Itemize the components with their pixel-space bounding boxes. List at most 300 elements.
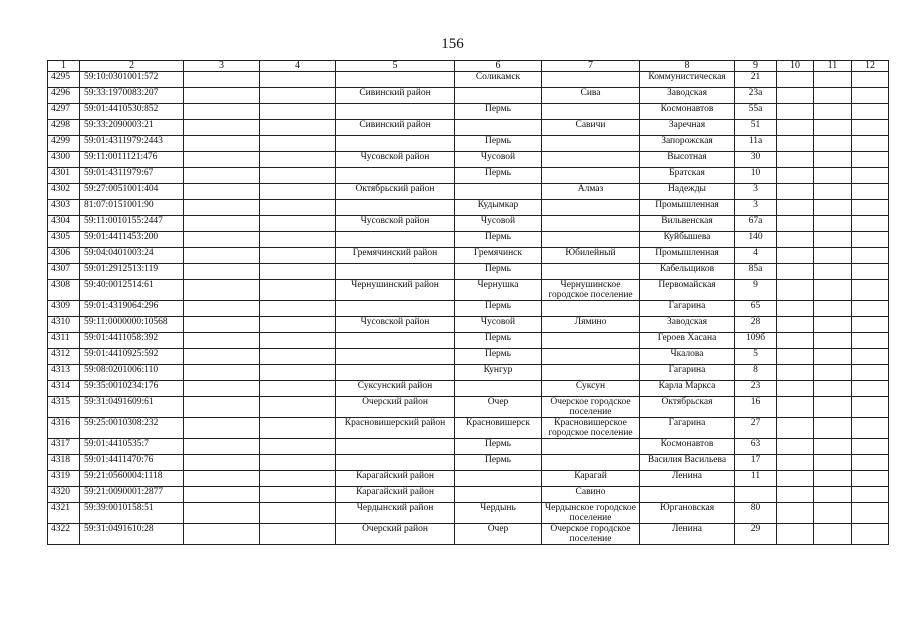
cadastral-number: 59:27:0051001:404 xyxy=(80,184,184,200)
column-3-cell xyxy=(184,88,260,104)
table-row xyxy=(48,349,889,365)
row-number: 4307 xyxy=(48,264,80,280)
cadastral-number: 59:25:0010308:232 xyxy=(80,418,184,439)
row-number: 4312 xyxy=(48,349,80,365)
district-cell xyxy=(336,136,455,152)
column-10-cell xyxy=(777,216,814,232)
column-11-cell xyxy=(814,418,852,439)
street-cell: Гагарина xyxy=(640,418,735,439)
column-4-cell xyxy=(260,152,336,168)
district-cell xyxy=(336,72,455,88)
cadastral-number: 59:01:4411453:200 xyxy=(80,232,184,248)
district-cell xyxy=(336,301,455,317)
column-10-cell xyxy=(777,487,814,503)
column-12-cell xyxy=(852,104,889,120)
house-number-cell: 85а xyxy=(735,264,777,280)
settlement-cell: Карагай xyxy=(542,471,640,487)
row-number: 4301 xyxy=(48,168,80,184)
district-cell: Чердынский район xyxy=(336,503,455,524)
page-number: 156 xyxy=(441,36,464,52)
street-cell: Высотная xyxy=(640,152,735,168)
column-header-11: 11 xyxy=(814,61,852,72)
district-cell: Карагайский район xyxy=(336,471,455,487)
row-number: 4304 xyxy=(48,216,80,232)
street-cell: Гагарина xyxy=(640,301,735,317)
column-3-cell xyxy=(184,72,260,88)
district-cell: Суксунский район xyxy=(336,381,455,397)
table-row xyxy=(48,72,889,88)
city-cell: Пермь xyxy=(455,264,542,280)
column-3-cell xyxy=(184,397,260,418)
column-11-cell xyxy=(814,248,852,264)
street-cell: Карла Маркса xyxy=(640,381,735,397)
district-cell: Чусовской район xyxy=(336,216,455,232)
street-cell: Чкалова xyxy=(640,349,735,365)
column-3-cell xyxy=(184,216,260,232)
column-4-cell xyxy=(260,349,336,365)
house-number-cell: 3 xyxy=(735,200,777,216)
column-12-cell xyxy=(852,301,889,317)
row-number: 4321 xyxy=(48,503,80,524)
row-number: 4299 xyxy=(48,136,80,152)
header-row xyxy=(48,61,889,72)
row-number: 4313 xyxy=(48,365,80,381)
cadastral-number: 59:21:0560004:1118 xyxy=(80,471,184,487)
column-3-cell xyxy=(184,439,260,455)
city-cell: Пермь xyxy=(455,168,542,184)
table-row xyxy=(48,264,889,280)
table-row xyxy=(48,503,889,524)
house-number-cell: 4 xyxy=(735,248,777,264)
column-4-cell xyxy=(260,418,336,439)
district-cell xyxy=(336,365,455,381)
column-12-cell xyxy=(852,248,889,264)
district-cell xyxy=(336,264,455,280)
column-12-cell xyxy=(852,471,889,487)
column-10-cell xyxy=(777,397,814,418)
row-number: 4315 xyxy=(48,397,80,418)
house-number-cell: 29 xyxy=(735,524,777,545)
city-cell: Пермь xyxy=(455,439,542,455)
row-number: 4303 xyxy=(48,200,80,216)
column-3-cell xyxy=(184,301,260,317)
district-cell xyxy=(336,104,455,120)
cadastral-number: 59:01:4411058:392 xyxy=(80,333,184,349)
column-4-cell xyxy=(260,280,336,301)
cadastral-number: 59:01:4410530:852 xyxy=(80,104,184,120)
column-10-cell xyxy=(777,333,814,349)
column-12-cell xyxy=(852,524,889,545)
house-number-cell: 3 xyxy=(735,184,777,200)
column-4-cell xyxy=(260,487,336,503)
street-cell: Гагарина xyxy=(640,365,735,381)
table-row xyxy=(48,232,889,248)
column-4-cell xyxy=(260,397,336,418)
city-cell: Чусовой xyxy=(455,152,542,168)
house-number-cell: 11 xyxy=(735,471,777,487)
column-10-cell xyxy=(777,524,814,545)
column-4-cell xyxy=(260,88,336,104)
street-cell: Первомайская xyxy=(640,280,735,301)
district-cell xyxy=(336,168,455,184)
table-row xyxy=(48,104,889,120)
district-cell xyxy=(336,200,455,216)
column-12-cell xyxy=(852,200,889,216)
house-number-cell: 5 xyxy=(735,349,777,365)
table-row xyxy=(48,136,889,152)
column-12-cell xyxy=(852,418,889,439)
house-number-cell: 8 xyxy=(735,365,777,381)
house-number-cell: 140 xyxy=(735,232,777,248)
settlement-cell xyxy=(542,200,640,216)
column-3-cell xyxy=(184,365,260,381)
column-12-cell xyxy=(852,381,889,397)
street-cell: Космонавтов xyxy=(640,439,735,455)
column-12-cell xyxy=(852,333,889,349)
street-cell: Заречная xyxy=(640,120,735,136)
settlement-cell xyxy=(542,439,640,455)
column-11-cell xyxy=(814,455,852,471)
district-cell: Чусовской район xyxy=(336,152,455,168)
column-10-cell xyxy=(777,104,814,120)
district-cell: Карагайский район xyxy=(336,487,455,503)
house-number-cell: 63 xyxy=(735,439,777,455)
cadastral-number: 59:33:2090003:21 xyxy=(80,120,184,136)
column-10-cell xyxy=(777,503,814,524)
settlement-cell: Савино xyxy=(542,487,640,503)
city-cell: Кудымкар xyxy=(455,200,542,216)
street-cell: Ленина xyxy=(640,471,735,487)
row-number: 4295 xyxy=(48,72,80,88)
row-number: 4316 xyxy=(48,418,80,439)
district-cell: Октябрьский район xyxy=(336,184,455,200)
column-4-cell xyxy=(260,381,336,397)
column-4-cell xyxy=(260,301,336,317)
street-cell: Героев Хасана xyxy=(640,333,735,349)
column-4-cell xyxy=(260,104,336,120)
column-header-8: 8 xyxy=(640,61,735,72)
district-cell xyxy=(336,349,455,365)
column-4-cell xyxy=(260,317,336,333)
column-11-cell xyxy=(814,349,852,365)
row-number: 4306 xyxy=(48,248,80,264)
city-cell: Кунгур xyxy=(455,365,542,381)
district-cell: Красновишерский район xyxy=(336,418,455,439)
column-header-1: 1 xyxy=(48,61,80,72)
row-number: 4311 xyxy=(48,333,80,349)
settlement-cell: Юбилейный xyxy=(542,248,640,264)
column-4-cell xyxy=(260,455,336,471)
settlement-cell: Алмаз xyxy=(542,184,640,200)
cadastral-number: 59:01:4319064:296 xyxy=(80,301,184,317)
city-cell xyxy=(455,381,542,397)
column-12-cell xyxy=(852,365,889,381)
district-cell xyxy=(336,455,455,471)
column-10-cell xyxy=(777,88,814,104)
column-10-cell xyxy=(777,317,814,333)
column-header-10: 10 xyxy=(777,61,814,72)
column-4-cell xyxy=(260,168,336,184)
column-header-5: 5 xyxy=(336,61,455,72)
cadastral-number: 59:01:4311979:2443 xyxy=(80,136,184,152)
column-header-3: 3 xyxy=(184,61,260,72)
table-row xyxy=(48,455,889,471)
table-row xyxy=(48,397,889,418)
settlement-cell xyxy=(542,455,640,471)
column-11-cell xyxy=(814,216,852,232)
column-10-cell xyxy=(777,200,814,216)
column-11-cell xyxy=(814,88,852,104)
city-cell: Пермь xyxy=(455,232,542,248)
column-3-cell xyxy=(184,524,260,545)
street-cell xyxy=(640,487,735,503)
column-10-cell xyxy=(777,264,814,280)
column-10-cell xyxy=(777,136,814,152)
column-4-cell xyxy=(260,439,336,455)
district-cell xyxy=(336,439,455,455)
street-cell: Ленина xyxy=(640,524,735,545)
city-cell: Пермь xyxy=(455,301,542,317)
cadastral-number: 59:01:4311979:67 xyxy=(80,168,184,184)
street-cell: Промышленная xyxy=(640,200,735,216)
column-12-cell xyxy=(852,72,889,88)
cadastral-number: 59:39:0010158:51 xyxy=(80,503,184,524)
house-number-cell: 67а xyxy=(735,216,777,232)
column-11-cell xyxy=(814,200,852,216)
column-header-4: 4 xyxy=(260,61,336,72)
column-11-cell xyxy=(814,264,852,280)
column-10-cell xyxy=(777,184,814,200)
cadastral-number: 59:21:0090001:2877 xyxy=(80,487,184,503)
settlement-cell: Очерское городское поселение xyxy=(542,524,640,545)
settlement-cell xyxy=(542,168,640,184)
row-number: 4296 xyxy=(48,88,80,104)
column-11-cell xyxy=(814,471,852,487)
table-row xyxy=(48,168,889,184)
column-3-cell xyxy=(184,136,260,152)
column-11-cell xyxy=(814,397,852,418)
table-row xyxy=(48,524,889,545)
settlement-cell: Савичи xyxy=(542,120,640,136)
cadastral-number: 59:08:0201006:110 xyxy=(80,365,184,381)
column-3-cell xyxy=(184,104,260,120)
settlement-cell: Чердынское городское поселение xyxy=(542,503,640,524)
cadastral-number: 59:04:0401003:24 xyxy=(80,248,184,264)
column-11-cell xyxy=(814,439,852,455)
house-number-cell: 30 xyxy=(735,152,777,168)
row-number: 4317 xyxy=(48,439,80,455)
table-header xyxy=(48,61,889,72)
street-cell: Куйбышева xyxy=(640,232,735,248)
city-cell: Гремячинск xyxy=(455,248,542,264)
settlement-cell: Чернушинское городское поселение xyxy=(542,280,640,301)
house-number-cell: 10 xyxy=(735,168,777,184)
row-number: 4305 xyxy=(48,232,80,248)
column-4-cell xyxy=(260,264,336,280)
table-row xyxy=(48,200,889,216)
column-3-cell xyxy=(184,455,260,471)
column-10-cell xyxy=(777,381,814,397)
column-10-cell xyxy=(777,439,814,455)
cadastral-number: 59:11:0011121:476 xyxy=(80,152,184,168)
column-10-cell xyxy=(777,168,814,184)
cadastral-number: 59:40:0012514:61 xyxy=(80,280,184,301)
column-11-cell xyxy=(814,104,852,120)
column-10-cell xyxy=(777,349,814,365)
column-10-cell xyxy=(777,72,814,88)
column-3-cell xyxy=(184,349,260,365)
column-4-cell xyxy=(260,232,336,248)
table-body xyxy=(48,72,889,545)
street-cell: Заводская xyxy=(640,317,735,333)
column-12-cell xyxy=(852,280,889,301)
column-10-cell xyxy=(777,280,814,301)
table-row xyxy=(48,487,889,503)
column-11-cell xyxy=(814,136,852,152)
column-10-cell xyxy=(777,232,814,248)
house-number-cell: 28 xyxy=(735,317,777,333)
column-12-cell xyxy=(852,88,889,104)
house-number-cell: 11а xyxy=(735,136,777,152)
column-3-cell xyxy=(184,232,260,248)
city-cell: Чусовой xyxy=(455,317,542,333)
street-cell: Октябрьская xyxy=(640,397,735,418)
cadastral-number: 59:01:4410535:7 xyxy=(80,439,184,455)
column-3-cell xyxy=(184,471,260,487)
city-cell: Пермь xyxy=(455,455,542,471)
house-number-cell: 65 xyxy=(735,301,777,317)
house-number-cell: 51 xyxy=(735,120,777,136)
column-12-cell xyxy=(852,487,889,503)
column-10-cell xyxy=(777,471,814,487)
house-number-cell: 9 xyxy=(735,280,777,301)
column-header-2: 2 xyxy=(80,61,184,72)
city-cell: Чусовой xyxy=(455,216,542,232)
house-number-cell: 27 xyxy=(735,418,777,439)
house-number-cell: 17 xyxy=(735,455,777,471)
row-number: 4308 xyxy=(48,280,80,301)
district-cell xyxy=(336,333,455,349)
district-cell: Гремячинский район xyxy=(336,248,455,264)
column-3-cell xyxy=(184,152,260,168)
column-4-cell xyxy=(260,136,336,152)
column-11-cell xyxy=(814,120,852,136)
column-12-cell xyxy=(852,455,889,471)
column-header-9: 9 xyxy=(735,61,777,72)
row-number: 4297 xyxy=(48,104,80,120)
city-cell: Пермь xyxy=(455,349,542,365)
column-12-cell xyxy=(852,120,889,136)
column-4-cell xyxy=(260,503,336,524)
street-cell: Запорожская xyxy=(640,136,735,152)
house-number-cell xyxy=(735,487,777,503)
row-number: 4319 xyxy=(48,471,80,487)
settlement-cell xyxy=(542,333,640,349)
column-3-cell xyxy=(184,120,260,136)
table-row xyxy=(48,381,889,397)
settlement-cell xyxy=(542,104,640,120)
cadastral-number: 59:01:4411470:76 xyxy=(80,455,184,471)
column-11-cell xyxy=(814,524,852,545)
city-cell: Очер xyxy=(455,397,542,418)
column-4-cell xyxy=(260,333,336,349)
column-10-cell xyxy=(777,248,814,264)
column-12-cell xyxy=(852,184,889,200)
row-number: 4309 xyxy=(48,301,80,317)
column-11-cell xyxy=(814,333,852,349)
street-cell: Кабельщиков xyxy=(640,264,735,280)
column-11-cell xyxy=(814,381,852,397)
district-cell: Чернушинский район xyxy=(336,280,455,301)
cadastral-number: 59:31:0491609:61 xyxy=(80,397,184,418)
city-cell: Очер xyxy=(455,524,542,545)
settlement-cell xyxy=(542,264,640,280)
cadastral-number: 59:33:1970083:207 xyxy=(80,88,184,104)
column-3-cell xyxy=(184,418,260,439)
settlement-cell xyxy=(542,232,640,248)
column-3-cell xyxy=(184,168,260,184)
column-4-cell xyxy=(260,72,336,88)
street-cell: Промышленная xyxy=(640,248,735,264)
row-number: 4322 xyxy=(48,524,80,545)
column-10-cell xyxy=(777,301,814,317)
settlement-cell: Сива xyxy=(542,88,640,104)
city-cell xyxy=(455,120,542,136)
city-cell: Чернушка xyxy=(455,280,542,301)
column-12-cell xyxy=(852,168,889,184)
street-cell: Коммунистическая xyxy=(640,72,735,88)
column-header-7: 7 xyxy=(542,61,640,72)
column-4-cell xyxy=(260,200,336,216)
settlement-cell xyxy=(542,152,640,168)
table-row xyxy=(48,333,889,349)
settlement-cell xyxy=(542,72,640,88)
cadastral-number: 59:31:0491610:28 xyxy=(80,524,184,545)
column-11-cell xyxy=(814,184,852,200)
house-number-cell: 16 xyxy=(735,397,777,418)
column-4-cell xyxy=(260,248,336,264)
column-10-cell xyxy=(777,152,814,168)
column-11-cell xyxy=(814,503,852,524)
column-12-cell xyxy=(852,136,889,152)
table-row xyxy=(48,418,889,439)
column-3-cell xyxy=(184,317,260,333)
district-cell: Очерский район xyxy=(336,524,455,545)
settlement-cell xyxy=(542,136,640,152)
cadastral-number: 59:11:0010155:2447 xyxy=(80,216,184,232)
city-cell: Пермь xyxy=(455,104,542,120)
row-number: 4318 xyxy=(48,455,80,471)
district-cell: Сивинский район xyxy=(336,88,455,104)
settlement-cell xyxy=(542,365,640,381)
table-row xyxy=(48,152,889,168)
column-11-cell xyxy=(814,317,852,333)
table-row xyxy=(48,216,889,232)
settlement-cell xyxy=(542,216,640,232)
column-12-cell xyxy=(852,503,889,524)
city-cell xyxy=(455,184,542,200)
column-10-cell xyxy=(777,365,814,381)
column-4-cell xyxy=(260,184,336,200)
column-3-cell xyxy=(184,503,260,524)
table-row xyxy=(48,280,889,301)
table-row xyxy=(48,439,889,455)
column-3-cell xyxy=(184,487,260,503)
house-number-cell: 55а xyxy=(735,104,777,120)
house-number-cell: 23 xyxy=(735,381,777,397)
street-cell: Юргановская xyxy=(640,503,735,524)
settlement-cell: Суксун xyxy=(542,381,640,397)
